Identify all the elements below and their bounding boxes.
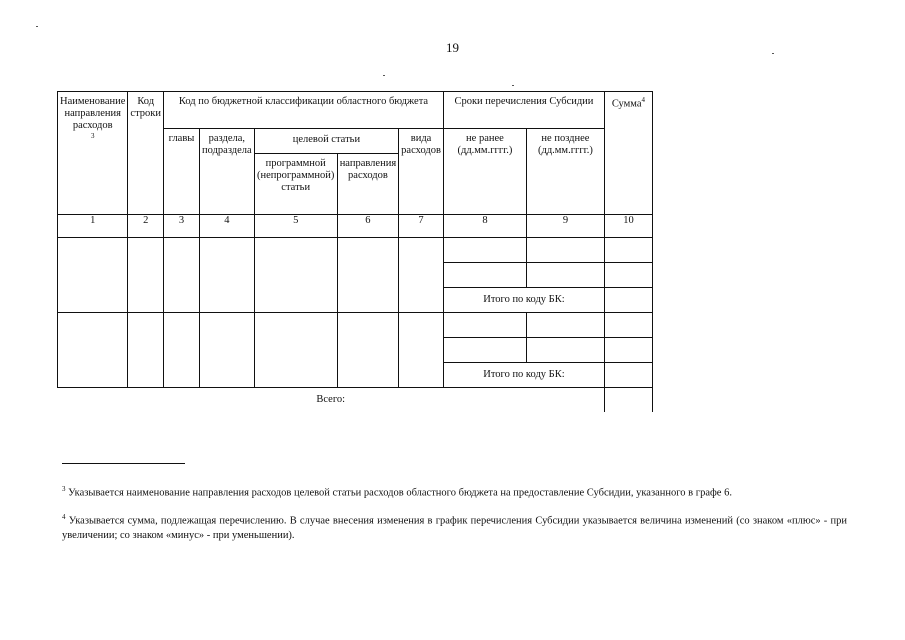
scan-speck: [383, 75, 385, 76]
footnote-3-mark: 3: [62, 485, 66, 493]
colnum-5: 5: [254, 215, 337, 238]
header-summa: [604, 92, 652, 215]
colnum-3: 3: [164, 215, 200, 238]
vsego-row: [58, 388, 653, 412]
group2-glavy-cell: [164, 313, 200, 388]
scan-speck: [512, 85, 514, 86]
header-programmnoy: программной (непрограммной) статьи: [254, 154, 337, 215]
vsego-label: Всего:: [58, 388, 605, 412]
group1-ne-pozdnee-a: [526, 238, 604, 263]
header-glavy: главы: [164, 129, 200, 215]
group2-razdela-cell: [200, 313, 255, 388]
group2-row-a: [58, 313, 653, 338]
group1-row-a: [58, 238, 653, 263]
header-col1: [58, 92, 128, 215]
footnote-3: [62, 485, 847, 501]
group1-ne-ranee-a: [443, 238, 526, 263]
group1-ne-ranee-b: [443, 263, 526, 288]
group2-napr-cell: [337, 313, 398, 388]
group2-itogo-summa: [604, 363, 652, 388]
group2-summa-b: [604, 338, 652, 363]
page-number: 19: [446, 40, 459, 55]
colnum-2: 2: [128, 215, 164, 238]
colnum-1: 1: [58, 215, 128, 238]
header-napravleniya: направления расходов: [337, 154, 398, 215]
colnum-6: 6: [337, 215, 398, 238]
group1-code-cell: [128, 238, 164, 313]
header-vida: вида расходов: [399, 129, 444, 215]
header-bk-group: Код по бюджетной классификации областного бюджета: [164, 92, 444, 129]
subsidy-transfer-table: [57, 91, 653, 412]
footnote-ref-3: 3: [90, 132, 95, 141]
group1-itogo-label: Итого по коду БК:: [443, 288, 604, 313]
footnote-ref-4: 4: [641, 96, 646, 104]
header-summa-text: Сумма: [611, 98, 642, 110]
header-row-1: [58, 92, 653, 129]
group1-name-cell: [58, 238, 128, 313]
footnote-4: [62, 513, 847, 543]
group2-prog-cell: [254, 313, 337, 388]
column-number-row: [58, 215, 653, 238]
footnote-4-text: Указывается сумма, подлежащая перечислению. В случае внесения изменения в график перечисления Субсидии указывается величина изменений (со знаком «плюс» - при увеличении; со знаком «минус» - при уменьшении).: [62, 515, 847, 541]
group2-summa-a: [604, 313, 652, 338]
group2-vida-cell: [399, 313, 444, 388]
group2-code-cell: [128, 313, 164, 388]
group2-ne-pozdnee-b: [526, 338, 604, 363]
colnum-7: 7: [399, 215, 444, 238]
group1-glavy-cell: [164, 238, 200, 313]
footnote-divider: [62, 463, 185, 464]
scan-speck: [36, 26, 38, 27]
group1-itogo-summa: [604, 288, 652, 313]
colnum-10: 10: [604, 215, 652, 238]
group2-ne-ranee-a: [443, 313, 526, 338]
colnum-4: 4: [200, 215, 255, 238]
footnote-4-mark: 4: [62, 513, 66, 521]
group1-prog-cell: [254, 238, 337, 313]
group1-summa-a: [604, 238, 652, 263]
vsego-summa: [604, 388, 652, 412]
header-col1-text: Наименование направления расходов: [60, 96, 126, 132]
header-tselevoy: целевой статьи: [254, 129, 398, 154]
group2-ne-pozdnee-a: [526, 313, 604, 338]
group2-name-cell: [58, 313, 128, 388]
footnote-3-text: Указывается наименование направления расходов целевой статьи расходов областного бюджета на предоставление Субсидии, указанного в графе 6.: [68, 487, 732, 499]
group2-ne-ranee-b: [443, 338, 526, 363]
header-ne-ranee: не ранее (дд.мм.гггг.): [443, 129, 526, 215]
colnum-8: 8: [443, 215, 526, 238]
header-ne-pozdnee: не позднее (дд.мм.гггг.): [526, 129, 604, 215]
scan-speck: [772, 53, 774, 54]
colnum-9: 9: [526, 215, 604, 238]
header-col2: Код строки: [128, 92, 164, 215]
group1-summa-b: [604, 263, 652, 288]
group1-razdela-cell: [200, 238, 255, 313]
group2-itogo-label: Итого по коду БК:: [443, 363, 604, 388]
group1-ne-pozdnee-b: [526, 263, 604, 288]
header-sroki: Сроки перечисления Субсидии: [443, 92, 604, 129]
group1-napr-cell: [337, 238, 398, 313]
group1-vida-cell: [399, 238, 444, 313]
header-razdela: раздела, подраздела: [200, 129, 255, 215]
